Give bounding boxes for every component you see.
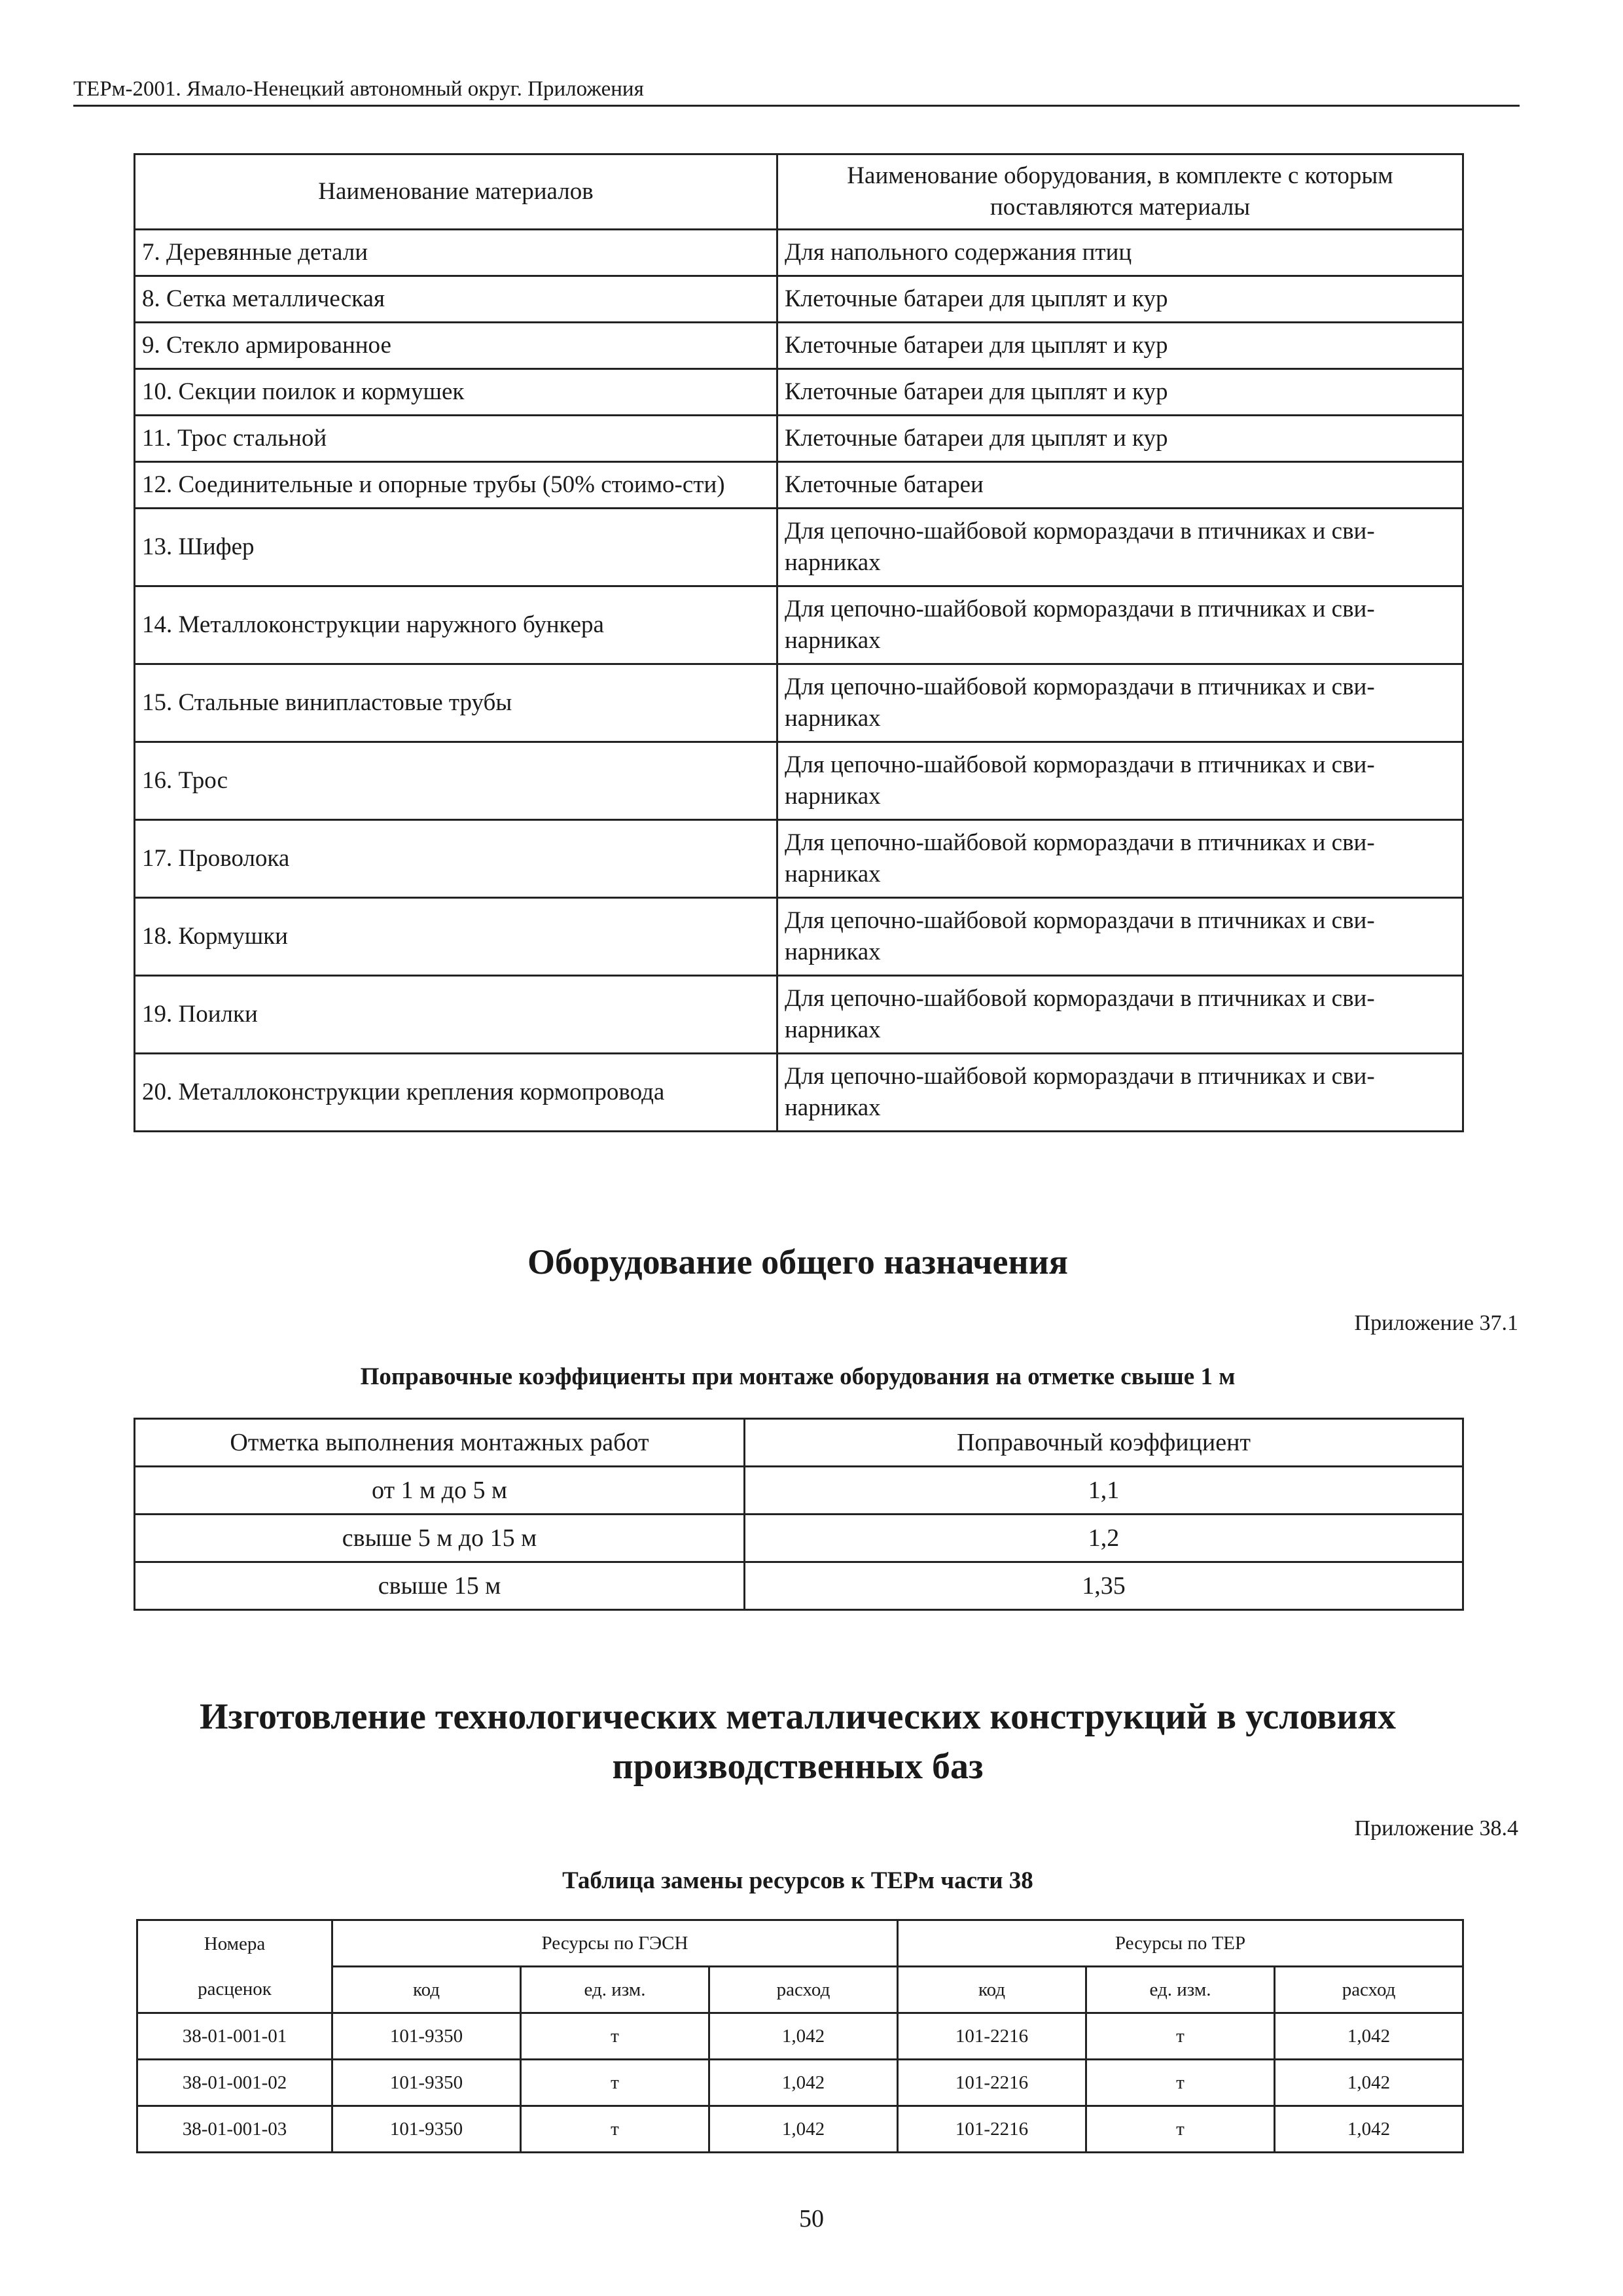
header-level: Отметка выполнения монтажных работ — [135, 1419, 745, 1467]
gesn-unit-cell: т — [521, 2060, 709, 2106]
appendix-label: Приложение 38.4 — [1354, 1816, 1518, 1840]
material-cell: 9. Стекло армированное — [135, 323, 777, 369]
material-cell: 19. Поилки — [135, 976, 777, 1054]
gesn-code-cell: 101-9350 — [332, 2106, 521, 2153]
header-rate-bottom: расценок — [137, 1967, 332, 2013]
table-header-row — [137, 1967, 1463, 2013]
table-row — [135, 1515, 1463, 1562]
table-row — [135, 664, 1463, 742]
rate-cell: 38-01-001-03 — [137, 2106, 332, 2153]
material-cell: 15. Стальные винипластовые трубы — [135, 664, 777, 742]
table-row — [135, 742, 1463, 820]
table-row — [135, 1054, 1463, 1132]
equipment-cell: Клеточные батареи для цыплят и кур — [777, 323, 1463, 369]
header-coefficient: Поправочный коэффициент — [745, 1419, 1463, 1467]
equipment-cell: Для цепочно-шайбовой кормораздачи в птичниках и сви-нарниках — [777, 898, 1463, 976]
material-cell: 13. Шифер — [135, 509, 777, 586]
table-row — [135, 820, 1463, 898]
ter-code-cell: 101-2216 — [898, 2013, 1086, 2060]
header-ter-code: код — [898, 1967, 1086, 2013]
material-cell: 7. Деревянные детали — [135, 230, 777, 276]
header-gesn-code: код — [332, 1967, 521, 2013]
header-gesn-unit: ед. изм. — [521, 1967, 709, 2013]
header-ter-consumption: расход — [1275, 1967, 1463, 2013]
table-row — [135, 898, 1463, 976]
header-rate-top: Номера — [137, 1920, 332, 1967]
equipment-cell: Для цепочно-шайбовой кормораздачи в птичниках и сви-нарниках — [777, 664, 1463, 742]
header-ter-unit: ед. изм. — [1086, 1967, 1275, 2013]
header-ter-group: Ресурсы по ТЕР — [898, 1920, 1463, 1967]
table-row — [135, 230, 1463, 276]
running-header: ТЕРм-2001. Ямало-Ненецкий автономный округ. Приложения — [73, 73, 1520, 107]
equipment-cell: Для цепочно-шайбовой кормораздачи в птичниках и сви-нарниках — [777, 976, 1463, 1054]
equipment-cell: Клеточные батареи для цыплят и кур — [777, 416, 1463, 462]
material-cell: 17. Проволока — [135, 820, 777, 898]
material-cell: 8. Сетка металлическая — [135, 276, 777, 323]
equipment-cell: Клеточные батареи для цыплят и кур — [777, 369, 1463, 416]
gesn-consumption-cell: 1,042 — [709, 2106, 898, 2153]
equipment-cell: Для цепочно-шайбовой кормораздачи в птичниках и сви-нарниках — [777, 509, 1463, 586]
material-cell: 20. Металлоконструкции крепления кормопровода — [135, 1054, 777, 1132]
page-number: 50 — [799, 2205, 824, 2233]
ter-consumption-cell: 1,042 — [1275, 2060, 1463, 2106]
material-cell: 18. Кормушки — [135, 898, 777, 976]
gesn-consumption-cell: 1,042 — [709, 2013, 898, 2060]
table-row — [137, 2060, 1463, 2106]
appendix-label: Приложение 37.1 — [1354, 1311, 1518, 1335]
header-material: Наименование материалов — [135, 154, 777, 230]
ter-consumption-cell: 1,042 — [1275, 2013, 1463, 2060]
equipment-cell: Клеточные батареи — [777, 462, 1463, 509]
table-header-row — [135, 154, 1463, 230]
table-header-row — [135, 1419, 1463, 1467]
table-row — [135, 976, 1463, 1054]
gesn-code-cell: 101-9350 — [332, 2013, 521, 2060]
equipment-cell: Клеточные батареи для цыплят и кур — [777, 276, 1463, 323]
equipment-cell: Для цепочно-шайбовой кормораздачи в птичниках и сви-нарниках — [777, 1054, 1463, 1132]
header-gesn-group: Ресурсы по ГЭСН — [332, 1920, 898, 1967]
material-cell: 11. Трос стальной — [135, 416, 777, 462]
equipment-cell: Для цепочно-шайбовой кормораздачи в птичниках и сви-нарниках — [777, 586, 1463, 664]
table-row — [135, 1562, 1463, 1610]
material-cell: 16. Трос — [135, 742, 777, 820]
ter-unit-cell: т — [1086, 2060, 1275, 2106]
gesn-code-cell: 101-9350 — [332, 2060, 521, 2106]
table-row — [135, 586, 1463, 664]
rate-cell: 38-01-001-02 — [137, 2060, 332, 2106]
table-row — [137, 2013, 1463, 2060]
materials-table — [134, 153, 1464, 1132]
gesn-unit-cell: т — [521, 2106, 709, 2153]
ter-consumption-cell: 1,042 — [1275, 2106, 1463, 2153]
material-cell: 12. Соединительные и опорные трубы (50% стоимо-сти) — [135, 462, 777, 509]
table-row — [135, 509, 1463, 586]
rate-cell: 38-01-001-01 — [137, 2013, 332, 2060]
table-row — [135, 416, 1463, 462]
resources-table — [136, 1919, 1464, 2153]
level-cell: свыше 5 м до 15 м — [135, 1515, 745, 1562]
ter-code-cell: 101-2216 — [898, 2106, 1086, 2153]
equipment-cell: Для цепочно-шайбовой кормораздачи в птичниках и сви-нарниках — [777, 742, 1463, 820]
ter-unit-cell: т — [1086, 2013, 1275, 2060]
section-title: Изготовление технологических металлических конструкций в условиях производственных баз — [199, 1696, 1397, 1787]
material-cell: 14. Металлоконструкции наружного бункера — [135, 586, 777, 664]
table-row — [135, 462, 1463, 509]
table-header-row — [137, 1920, 1463, 1967]
table-row — [137, 2106, 1463, 2153]
section-title: Оборудование общего назначения — [527, 1242, 1068, 1282]
coefficient-cell: 1,1 — [745, 1467, 1463, 1515]
table-caption: Поправочные коэффициенты при монтаже оборудования на отметке свыше 1 м — [360, 1363, 1236, 1390]
table-row — [135, 1467, 1463, 1515]
table-row — [135, 323, 1463, 369]
coefficients-table — [134, 1418, 1464, 1611]
ter-unit-cell: т — [1086, 2106, 1275, 2153]
gesn-unit-cell: т — [521, 2013, 709, 2060]
equipment-cell: Для цепочно-шайбовой кормораздачи в птичниках и сви-нарниках — [777, 820, 1463, 898]
level-cell: от 1 м до 5 м — [135, 1467, 745, 1515]
gesn-consumption-cell: 1,042 — [709, 2060, 898, 2106]
material-cell: 10. Секции поилок и кормушек — [135, 369, 777, 416]
ter-code-cell: 101-2216 — [898, 2060, 1086, 2106]
table-caption: Таблица замены ресурсов к ТЕРм части 38 — [562, 1867, 1033, 1894]
table-row — [135, 369, 1463, 416]
table-row — [135, 276, 1463, 323]
coefficient-cell: 1,2 — [745, 1515, 1463, 1562]
header-equipment: Наименование оборудования, в комплекте с которым поставляются материалы — [777, 154, 1463, 230]
coefficient-cell: 1,35 — [745, 1562, 1463, 1610]
header-gesn-consumption: расход — [709, 1967, 898, 2013]
level-cell: свыше 15 м — [135, 1562, 745, 1610]
equipment-cell: Для напольного содержания птиц — [777, 230, 1463, 276]
